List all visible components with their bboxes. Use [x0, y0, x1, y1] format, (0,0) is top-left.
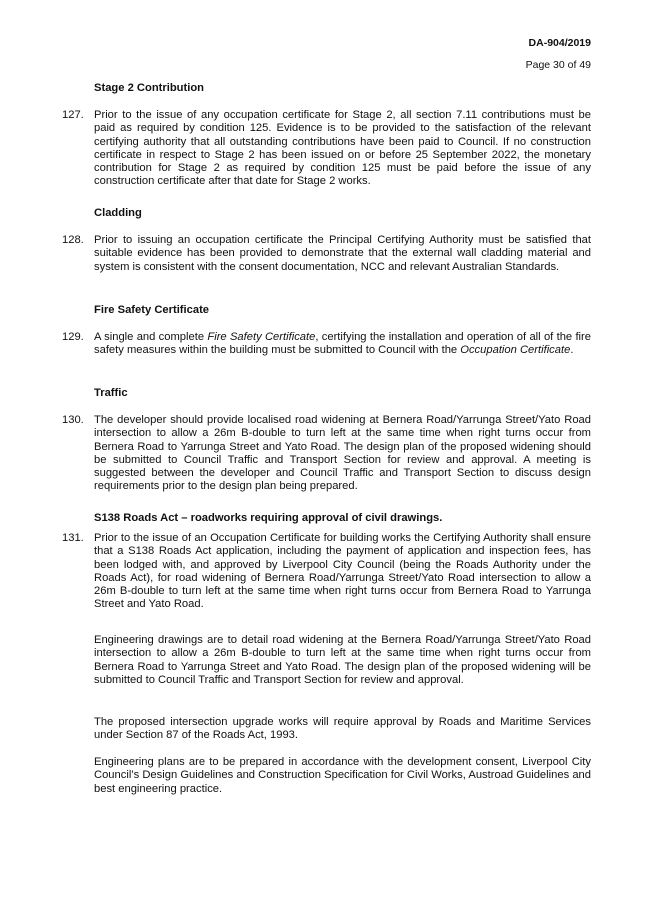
condition-129-text: A single and complete Fire Safety Certificate, certifying the installation and operation of all of the fire safety measures within the building must be submitted to Council with the Occupation Certificate. [94, 331, 591, 357]
page-number: Page 30 of 49 [525, 59, 591, 71]
document-reference: DA-904/2019 [528, 37, 591, 49]
condition-131-paragraph-4: Engineering plans are to be prepared in accordance with the development consent, Liverpool City Council’s Design Guidelines and Construction Specification for Civil Works, Austroad Guidelines and best engineering practice. [94, 756, 591, 795]
condition-128-text: Prior to issuing an occupation certificate the Principal Certifying Authority must be satisfied that suitable evidence has been provided to demonstrate that the external wall cladding material and system is consistent with the consent documentation, NCC and relevant Australian Standards. [94, 234, 591, 273]
condition-number-128: 128. [62, 234, 84, 246]
condition-131-paragraph-1: Prior to the issue of an Occupation Certificate for building works the Certifying Authority shall ensure that a S138 Roads Act application, including the payment of application and inspection fees, has been lodged with, and approved by Liverpool City Council (being the Roads Authority under the Roads Act), for road widening of Bernera Road/Yarrunga Street/Yato Road intersection to allow a 26m B-double to turn left at the same time when right turns occur from Bernera Road to Yarrunga Street and Yato Road. [94, 532, 591, 611]
condition-number-131: 131. [62, 532, 84, 544]
condition-130-text: The developer should provide localised road widening at Bernera Road/Yarrunga Street/Yato Road intersection to allow a 26m B-double to turn left at the same time when right turns occur from Bernera Road to Yarrunga Street and Yato Road. The design plan of the proposed widening should be submitted to Council Traffic and Transport Section for review and approval. A meeting is suggested between the developer and Council Traffic and Transport Section to discuss design requirements prior to the design plan being prepared. [94, 414, 591, 493]
heading-fire-safety-certificate: Fire Safety Certificate [94, 304, 210, 316]
condition-127-text: Prior to the issue of any occupation certificate for Stage 2, all section 7.11 contributions must be paid as required by condition 125. Evidence is to be provided to the satisfaction of the relevant certifying authority that all outstanding contributions have been paid to Council. If no construction certificate in respect to Stage 2 has been issued on or before 25 September 2022, the monetary contribution for Stage 2 as required by condition 125 must be paid before the issue of any construction certificate after that date for Stage 2 works. [94, 109, 591, 188]
heading-cladding: Cladding [94, 207, 142, 219]
condition-131-paragraph-2: Engineering drawings are to detail road widening at the Bernera Road/Yarrunga Street/Yato Road intersection to allow a 26m B-double to turn left at the same time when right turns occur from Bernera Road to Yarrunga Street and Yato Road. The design plan of the proposed widening will be submitted to Council Traffic and Transport Section for review and approval. [94, 634, 591, 686]
condition-number-127: 127. [62, 109, 84, 121]
condition-number-129: 129. [62, 331, 84, 343]
heading-s138-roads-act: S138 Roads Act – roadworks requiring approval of civil drawings. [94, 512, 443, 524]
condition-131-paragraph-3: The proposed intersection upgrade works will require approval by Roads and Maritime Services under Section 87 of the Roads Act, 1993. [94, 716, 591, 742]
heading-stage2-contribution: Stage 2 Contribution [94, 82, 205, 94]
heading-traffic: Traffic [94, 387, 128, 399]
condition-number-130: 130. [62, 414, 84, 426]
